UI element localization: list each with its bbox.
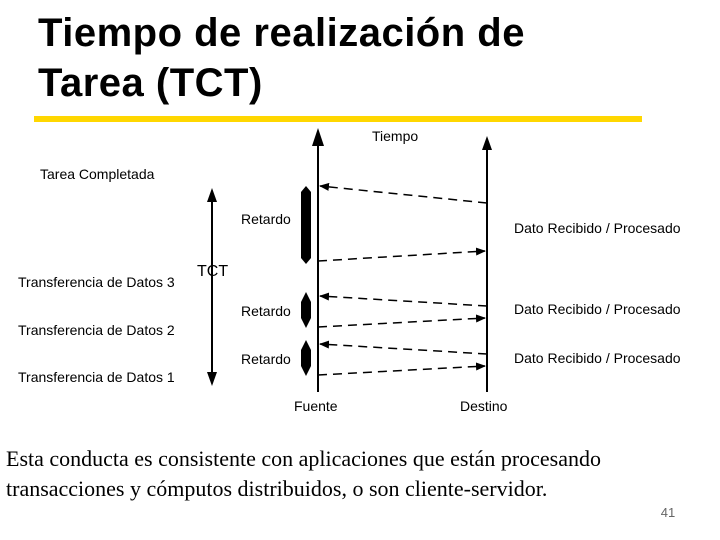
message-arrow-return-2 <box>320 296 487 306</box>
destination-label: Destino <box>460 398 508 414</box>
received-label-2: Dato Recibido / Procesado <box>514 301 681 317</box>
message-arrow-return-1 <box>320 344 487 354</box>
transfer-label-1: Transferencia de Datos 1 <box>18 369 175 385</box>
page-number: 41 <box>660 505 676 520</box>
title-line-2: Tarea (TCT) <box>38 61 263 105</box>
message-arrow-transfer-1 <box>318 366 485 375</box>
received-label-1: Dato Recibido / Procesado <box>514 220 681 236</box>
delay-marker-3 <box>301 340 311 376</box>
task-completed-label: Tarea Completada <box>40 166 155 182</box>
delay-marker-1 <box>301 186 311 264</box>
source-label: Fuente <box>294 398 338 414</box>
tct-arrowhead-bottom <box>207 372 217 386</box>
message-arrow-top-return <box>320 186 487 203</box>
transfer-label-2: Transferencia de Datos 2 <box>18 322 175 338</box>
source-axis-arrowhead <box>312 128 324 146</box>
destination-axis-arrowhead <box>482 136 492 150</box>
slide-caption: Esta conducta es consistente con aplicaciones que están procesando transacciones y cómputos distribuidos, o son cliente-servidor. <box>6 446 601 501</box>
tct-arrowhead-top <box>207 188 217 202</box>
transfer-label-3: Transferencia de Datos 3 <box>18 274 175 290</box>
tct-label: TCT <box>197 263 229 280</box>
delay-label-1: Retardo <box>241 211 291 227</box>
message-arrow-transfer-3 <box>318 251 485 261</box>
delay-label-2: Retardo <box>241 303 291 319</box>
delay-label-3: Retardo <box>241 351 291 367</box>
delay-marker-2 <box>301 292 311 328</box>
message-arrow-transfer-2 <box>318 318 485 327</box>
received-label-3: Dato Recibido / Procesado <box>514 350 681 366</box>
time-label: Tiempo <box>372 128 419 144</box>
title-line-1: Tiempo de realización de <box>38 11 525 55</box>
